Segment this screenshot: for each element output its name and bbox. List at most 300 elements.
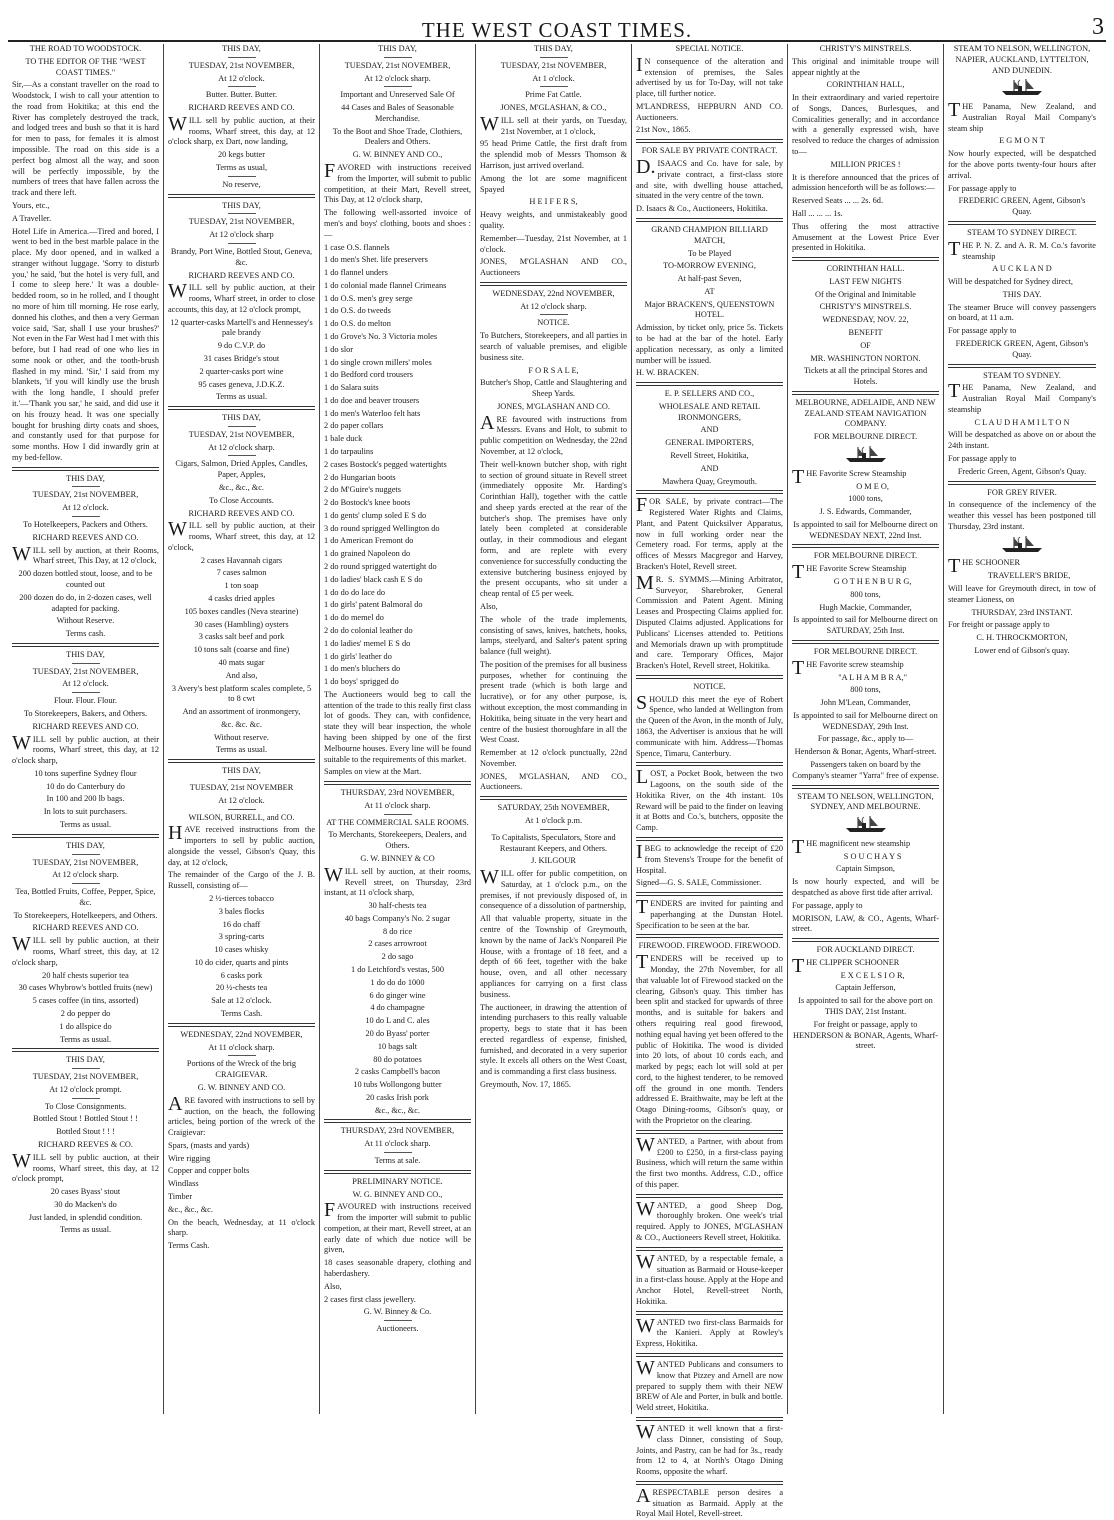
ad-text: WILL sell at their yards, on Tuesday, 21st November, at 1 o'clock, — [480, 112, 627, 136]
ad-text: STEAM TO NELSON, WELLINGTON, SYDNEY, AND MELBOURNE. — [797, 791, 934, 812]
column-1 — [8, 44, 164, 1414]
ad-text: NOTICE. — [537, 318, 570, 328]
ad-text: JONES, M'GLASHAN AND CO., Auctioneers — [480, 257, 627, 278]
ad-text: Also, — [480, 601, 498, 611]
ad-text: THIS DAY, — [222, 44, 261, 53]
ad-text: Terms as usual. — [59, 1225, 112, 1235]
ad-text: To Merchants, Storekeepers, Dealers, and Others. — [328, 830, 467, 851]
ad-text: Henderson & Bonar, Agents, Wharf-street. — [794, 747, 937, 757]
advertisement — [636, 766, 783, 834]
ad-text: Tickets at all the principal Stores and Hotels. — [803, 366, 928, 387]
ad-text: 2 do pepper do — [60, 1008, 111, 1018]
ad-text: Will be despatched as above on or about the 24th instant. — [948, 430, 1096, 451]
advertisement — [12, 933, 159, 968]
ad-text: 30 cases Whybrow's bottled fruits (new) — [18, 983, 153, 993]
advertisement — [168, 518, 315, 553]
ad-text: ARESPECTABLE person desires a situation as Barmaid. Apply at the Royal Mail Hotel, Revell-street. — [636, 1484, 783, 1519]
ad-text: At 1 o'clock. — [532, 73, 575, 83]
ad-text: In lots to suit purchasers. — [43, 807, 128, 817]
short-rule — [384, 86, 412, 87]
advertisement — [12, 1055, 159, 1150]
advertisement — [636, 53, 783, 136]
advertisement — [948, 620, 1096, 631]
ad-text: AND — [700, 425, 719, 435]
column-7 — [944, 44, 1100, 1414]
ad-text: For passage, apply to — [792, 900, 863, 910]
advertisement — [324, 243, 471, 688]
ad-text: Is now hourly expected, and will be despatched as above first tide after arrival. — [792, 877, 939, 897]
ad-text: &c., &c., &c. — [219, 483, 264, 492]
ad-text: THE CLIPPER SCHOONER — [792, 954, 900, 977]
advertisement — [636, 682, 783, 693]
ad-text: Windlass — [168, 1179, 199, 1189]
ad-text: The remainder of the Cargo of the J. B. Russell, consisting of— — [168, 870, 315, 891]
advertisement — [948, 488, 1096, 499]
ad-text: 30 half-chests tea — [368, 901, 427, 911]
advertisement — [12, 44, 159, 78]
ad-text: To Storekeepers, Hotelkeepers, and Others. — [13, 910, 158, 920]
ad-text: THE Favorite Screw Steamship — [792, 561, 907, 584]
ad-text: &c. &c. &c. — [221, 719, 262, 729]
ad-text: 2 cases first class jewellery. — [324, 1294, 416, 1304]
ad-divider — [636, 1417, 783, 1421]
ad-text: The position of the premises for all business purposes, whether for continuing the present trade (which is both large and lucrative), or for any other purpose, is, without exception, the most commanding in Hokitika, being situate in the very heart and centre of the busiest thoroughfare in all the West Coast. — [480, 659, 627, 745]
ad-text: G. W. Binney & Co. — [363, 1307, 432, 1317]
ad-text: 200 dozen bottled stout, loose, and to be counted out — [18, 569, 153, 589]
ad-text: Among the lot are some magnificent Spayed — [480, 173, 627, 194]
advertisement — [168, 556, 315, 757]
ad-text: At 12 o'clock sharp. — [52, 870, 119, 880]
ad-text: S O U C H A Y S — [843, 851, 902, 861]
ad-text: MELBOURNE, ADELAIDE, AND NEW ZEALAND STEAM NAVIGATION COMPANY. — [795, 397, 936, 429]
ad-text: To the Boot and Shoe Trade, Clothiers, Dealers and Others. — [332, 126, 463, 147]
ad-divider — [948, 364, 1096, 368]
ad-text: Heavy weights, and unmistakeably good quality. — [480, 210, 627, 230]
ad-text: FOR SALE BY PRIVATE CONTRACT. — [641, 146, 778, 156]
ad-text: On the beach, Wednesday, at 11 o'clock sharp. — [168, 1217, 315, 1238]
ad-text: FIREWOOD. FIREWOOD. FIREWOOD. — [638, 941, 781, 951]
ad-text: 800 tons, — [850, 589, 881, 599]
advertisement — [636, 156, 783, 215]
ad-text: MR. S. SYMMS.—Mining Arbitrator, Surveyor, Sharebroker, General Commission and Patent Agent. Mining Leases and Prospecting Claims applied for. Disputed Claims adjusted. Applications for Publicans' Licenses attended to. Petitions and Memorials drawn up with promptitude and care. Temporary Offices, Major Bracken's Hotel, Revell street, Hokitika. — [636, 571, 783, 671]
ad-text: FOR MELBOURNE DIRECT. — [813, 551, 918, 561]
ad-text: THIS DAY, — [222, 766, 261, 776]
ad-text: TUESDAY, 21st NOVEMBER, — [32, 1072, 139, 1082]
advertisement — [792, 852, 939, 876]
ad-text: C L A U D H A M I L T O N — [974, 417, 1070, 427]
advertisement — [636, 841, 783, 889]
ad-text: For freight or passage apply to — [948, 620, 1050, 630]
ad-text: CORINTHIAN HALL. — [826, 264, 905, 274]
ad-text: WEDNESDAY, NOV. 22, — [822, 315, 909, 325]
ad-text: 3 bales flocks — [218, 906, 265, 916]
ad-text: 2 do M'Guire's nuggets — [324, 485, 401, 495]
ad-text: 30 cases (Hambling) oysters — [194, 619, 289, 629]
short-rule — [384, 57, 412, 58]
advertisement — [480, 210, 627, 279]
advertisement — [948, 264, 1096, 275]
ad-text: 1 do girls' leather do — [324, 651, 392, 661]
ad-text: FOR MELBOURNE DIRECT. — [813, 432, 918, 442]
ad-text: Without reserve. — [214, 732, 269, 742]
ad-text: Captain Jefferson, — [835, 983, 896, 993]
short-rule — [72, 854, 100, 855]
ad-text: 3 do round sprigged Wellington do — [324, 523, 440, 533]
ad-text: 1 do do memel do — [324, 613, 384, 623]
ad-text: 1 do Grove's No. 3 Victoria moles — [324, 331, 438, 341]
ad-text: Remember—Tuesday, 21st November, at 1 o'clock. — [480, 233, 627, 254]
ad-text: Sir,—As a constant traveller on the road to Woodstock, I wish to call your attention to the road from Hokitika; at this end the River has completely destroyed the track, and lodged trees and bush so that it is hard for men to pass, for females it is almost impossible. The road on this side is a perfect bog almost all the way, and soon will be perfectly impossible, by the numbers of trees that have fallen across the track and there left. — [12, 80, 159, 198]
ad-text: Portions of the Wreck of the brig CRAIGIEVAR. — [186, 1059, 297, 1080]
advertisement — [480, 866, 627, 1091]
ad-text: 2 do do colonial leather do — [324, 625, 413, 635]
ad-text: WANTED, a good Sheep Dog, thoroughly broken. One week's trial required. Apply to JONES, M'GLASHAN & CO., Auctioneers Revell street, Hokitika. — [636, 1197, 783, 1242]
advertisement — [792, 577, 939, 637]
advertisement — [168, 44, 315, 114]
ad-text: C. H. THROCKMORTON, — [976, 633, 1068, 643]
ad-text: 10 do cider, quarts and pints — [194, 957, 289, 967]
ad-text: At 11 o'clock sharp. — [364, 800, 431, 810]
ad-text: Revell Street, Hokitika, — [670, 451, 749, 460]
ad-text: LOST, a Pocket Book, between the two Lagoons, on the south side of the Hokitika River, on the 4th instant. 10s Reward will be paid to the finder on leaving it at Botts and Co.'s, butchers, opposite the Camp. — [636, 766, 783, 833]
ad-text: Terms as usual. — [215, 745, 268, 755]
ad-text: WEDNESDAY, 22nd NOVEMBER, — [492, 288, 615, 298]
ad-text: TUESDAY, 21st NOVEMBER, — [344, 60, 451, 70]
ad-text: 8 do rice — [382, 926, 413, 936]
ad-text: 30 do Macken's do — [54, 1199, 117, 1209]
ad-divider — [948, 481, 1096, 485]
ad-text: Terms as usual, — [215, 163, 268, 173]
ad-text: 2 cases Havannah cigars — [200, 555, 283, 565]
ad-divider — [12, 643, 159, 647]
ad-divider — [792, 544, 939, 548]
ad-text: 2 quarter-casks port wine — [199, 366, 284, 376]
ad-text: It is therefore announced that the prices of admission henceforth will be as follows:— — [792, 172, 939, 193]
ad-text: No reserve, — [222, 179, 261, 189]
ad-text: "A L H A M B R A," — [838, 672, 907, 682]
ad-text: Just landed, in splendid condition. — [28, 1212, 143, 1222]
ad-text: The steamer Bruce will convey passengers on board, at 11 a.m. — [948, 302, 1096, 323]
ad-text: 1 do O.S. do melton — [324, 319, 391, 329]
ad-text: John M'Lean, Commander, — [820, 698, 911, 708]
short-rule — [228, 86, 256, 87]
ad-text: Thus offering the most attractive Amusement at the Lowest Price Ever presented in Hokitika. — [792, 221, 939, 253]
advertisement — [948, 99, 1096, 134]
ad-text: At 12 o'clock sharp. — [520, 301, 587, 311]
advertisement — [636, 225, 783, 321]
advertisement — [792, 264, 939, 388]
ad-text: 10 do L and C. ales — [365, 1016, 430, 1026]
ad-text: THE Panama, New Zealand, and Australian Royal Mail Company's steam ship — [948, 99, 1096, 133]
ad-text: 10 bags salt — [377, 1041, 418, 1051]
ad-divider — [636, 837, 783, 841]
page-number: 3 — [1092, 14, 1104, 40]
advertisement — [480, 411, 627, 794]
ad-text: TUESDAY, 21st NOVEMBER, — [188, 429, 295, 439]
ad-text: WILSON, BURRELL, and CO. — [188, 812, 295, 822]
ad-text: E X C E L S I O R, — [840, 970, 905, 980]
ad-text: WILL sell by auction, at their Rooms, Wharf street, This Day, at 12 o'clock, — [12, 542, 159, 566]
ad-text: 1 do do do 1000 — [370, 977, 425, 987]
ad-text: RICHARD REEVES AND CO. — [32, 923, 139, 933]
advertisement — [792, 551, 939, 562]
ad-text: TENDERS are invited for painting and paperhanging at the Dunstan Hotel. Specification to be seen at the bar. — [636, 896, 783, 930]
ad-divider — [480, 796, 627, 800]
short-rule — [228, 213, 256, 214]
ad-divider — [636, 675, 783, 679]
ad-text: TUESDAY, 21st NOVEMBER, — [32, 490, 139, 500]
ad-text: J. S. Edwards, Commander, — [819, 507, 912, 517]
ad-text: Their well-known butcher shop, with right to section of ground situate in Revell street (immediately opposite Mr. Harding's Corinthian Hall), together with the cattle and sheep yards erected at the rear of the butcher's shop. The premises have only lately been completed at considerable outlay, in their commodious and elegant form, and are replete with every convenience for successfully conducting the extensive butchering business enjoyed by the present occupants, who sit under a cheap rental of £5 per week. — [480, 459, 627, 599]
ad-text: 2 do Bostock's knee boots — [324, 498, 411, 508]
advertisement — [792, 673, 939, 782]
ad-text: 1 do Salara suits — [324, 383, 379, 393]
ad-text: WILL sell by public auction, at their rooms, Wharf street, this day, at 12 o'clock sharp, — [12, 933, 159, 967]
ad-text: 1 do Letchford's vestas, 500 — [351, 965, 444, 975]
ad-text: 95 head Prime Cattle, the first draft from the splendid mob of Messrs Thomson & Harrison, just arrived overland. — [480, 139, 627, 171]
advertisement — [324, 1126, 471, 1166]
ad-text: Important and Unreserved Sale Of — [340, 90, 455, 100]
ad-text: 1 do men's Waterloo felt hats — [324, 408, 421, 418]
ad-text: CHRISTY'S MINSTRELS. — [819, 44, 912, 53]
ad-text: At 12 o'clock. — [218, 795, 265, 805]
ad-text: 1 case O.S. flannels — [324, 242, 390, 252]
advertisement — [948, 571, 1096, 582]
ad-text: THURSDAY, 23rd NOVEMBER, — [340, 1126, 455, 1136]
short-rule — [540, 57, 568, 58]
ad-text: Auctioneers. — [376, 1324, 419, 1334]
ad-text: To Storekeepers, Bakers, and Others. — [23, 708, 148, 718]
advertisement — [636, 1197, 783, 1244]
advertisement — [168, 112, 315, 148]
ad-text: NOTICE. — [693, 681, 726, 691]
ad-text: IBEG to acknowledge the receipt of £20 from Stevens's Troupe for the benefit of Hospital. — [636, 841, 783, 875]
ad-text: TUESDAY, 21st NOVEMBER, — [500, 60, 607, 70]
ad-text: 10 tons superfine Sydney flour — [34, 768, 137, 778]
ad-divider — [792, 391, 939, 395]
advertisement — [12, 542, 159, 568]
ad-text: 2 ½-tierces tobacco — [209, 894, 274, 903]
ad-text: &c., &c., &c. — [168, 1204, 213, 1214]
ad-text: Also, — [324, 1281, 342, 1291]
ad-text: THE P. N. Z. and A. R. M. Co.'s favorite steamship — [948, 237, 1096, 261]
advertisement — [12, 650, 159, 733]
ad-text: And an assortment of ironmongery, — [182, 707, 301, 717]
ad-text: At 11 o'clock sharp. — [364, 1139, 431, 1149]
ad-text: Signed—G. S. SALE, Commissioner. — [636, 878, 762, 888]
ad-text: 1 do girls' patent Balmoral do — [324, 600, 423, 610]
advertisement — [792, 398, 939, 467]
ad-text: Will leave for Greymouth direct, in tow of steamer Lioness, on — [948, 584, 1096, 604]
advertisement — [792, 173, 939, 254]
ad-text: Remember at 12 o'clock punctually, 22nd November. — [480, 748, 627, 768]
ad-text: Frederic Green, Agent, Gibson's Quay. — [957, 466, 1087, 476]
ad-text: 20 casks Irish pork — [366, 1092, 429, 1102]
ad-text: WANTED Publicans and consumers to know that Pizzey and Arnell are now prepared to supply them with their NEW BREW of Ale and Porter, in bulk and bottle. Weld street, Hokitika. — [636, 1357, 783, 1413]
ad-text: 2 cases arrowroot — [368, 939, 427, 949]
ad-text: Terms cash. — [65, 629, 106, 639]
ad-divider — [636, 1311, 783, 1315]
ad-text: Admission, by ticket only, price 5s. Tickets to be had at the bar of the hotel. Early application necessary, as only a limited number will be issued. — [636, 323, 783, 365]
advertisement — [792, 792, 939, 837]
ad-text: Will be despatched for Sydney direct, — [948, 277, 1074, 287]
column-2 — [164, 44, 320, 1414]
short-rule — [72, 1068, 100, 1069]
ad-text: Terms at sale. — [374, 1155, 421, 1165]
ad-text: The following well-assorted invoice of men's and boys' clothing, boots and shoes :— — [324, 208, 471, 239]
ad-divider — [636, 1247, 783, 1251]
advertisement — [792, 877, 939, 935]
ad-text: ARE favored with instructions to sell by auction, on the beach, the following articles, being portion of the wreck of the Craigievar: — [168, 1092, 315, 1138]
ad-text: 1000 tons, — [848, 494, 883, 504]
ad-text: At 1 o'clock p.m. — [524, 816, 583, 825]
ad-text: THE Panama, New Zealand, and Australian Royal Mail Company's steamship — [948, 380, 1096, 414]
ad-text: FREDERICK GREEN, Agent, Gibson's Quay. — [955, 338, 1089, 359]
short-rule — [72, 1098, 100, 1099]
ad-text: Tea, Bottled Fruits, Coffee, Pepper, Spice, &c. — [15, 887, 156, 907]
ad-text: Greymouth, Nov. 17, 1865. — [480, 1079, 571, 1089]
ad-text: 4 do champagne — [370, 1003, 425, 1013]
ad-text: FAVORED with instructions received from the Importer, will submit to public competition, at their Mart, Revell street, This Day, at 12 o'clock sharp, — [324, 160, 471, 205]
ad-text: FOR AUCKLAND DIRECT. — [816, 945, 915, 955]
ad-text: HAVE received instructions from the importers to sell by public auction, alongside the vessel, Gibson's Quay, this day, at 12 o'clock, — [168, 822, 315, 867]
ad-text: All that valuable property, situate in the centre of the Township of Greymouth, known by the name of Jack's Nonpareil Pie House, with a frontage of 18 feet, and a depth of 66 feet, together with the bake house, oven, and all other necessary appliances for carrying on a first class business. — [480, 914, 627, 999]
ad-text: 1 do gents' clump soled E S do — [324, 510, 427, 520]
ad-text: 1 do American Fremont do — [324, 536, 414, 546]
advertisement — [636, 146, 783, 157]
ad-text: Terms as usual. — [59, 820, 112, 829]
ad-text: 3 spring-carts — [218, 932, 265, 942]
ad-text: For passage apply to — [948, 326, 1017, 336]
ad-text: The Auctioneers would beg to call the attention of the trade to this really first class lot of goods. They can, with confidence, state they will bear inspection, the whole having been shipped by one of the first Melbourne houses. Every line will be found suitable to the requirements of this market. — [324, 689, 471, 764]
ad-text: 10 tons salt (coarse and fine) — [193, 645, 290, 655]
ad-divider — [12, 834, 159, 838]
ad-text: STEAM TO NELSON, WELLINGTON, NAPIER, AUCKLAND, LYTTELTON, AND DUNEDIN. — [953, 44, 1091, 75]
ad-divider — [636, 490, 783, 494]
short-rule — [540, 829, 568, 830]
advertisement — [168, 1030, 315, 1094]
ad-divider — [324, 781, 471, 785]
advertisement — [636, 691, 784, 760]
ad-text: At 12 o'clock sharp. — [208, 442, 275, 452]
advertisement — [948, 237, 1096, 263]
advertisement — [636, 44, 783, 55]
ad-text: Now hourly expected, will be despatched for the above ports twenty-four hours after arrival. — [948, 149, 1096, 180]
ad-text: In their extraordinary and varied repertoire of Songs, Dances, Burlesques, and Comicalities generally; and in accordance with a generally expressed wish, have resolved to reduce the charges of admission to— — [792, 93, 939, 157]
ad-text: AND — [700, 463, 719, 473]
ad-text: THE ROAD TO WOODSTOCK. — [29, 44, 142, 53]
ad-text: FOR GREY RIVER. — [987, 487, 1057, 497]
ad-text: Hugh Mackie, Commander, — [819, 602, 912, 612]
ad-text: STEAM TO SYDNEY. — [983, 370, 1061, 380]
page-header — [0, 0, 1114, 40]
ad-text: Of the Original and Inimitable — [815, 289, 916, 299]
advertisement — [948, 228, 1096, 239]
ad-text: 1 do Bedford cord trousers — [324, 370, 413, 380]
column-4 — [476, 44, 632, 1414]
columns-container — [8, 44, 1108, 1519]
ad-text: LAST FEW NIGHTS — [829, 276, 902, 286]
advertisement — [792, 80, 939, 91]
ad-text: WANTED, by a respectable female, a situation as Barmaid or House-keeper in a first-class house. Apply at the Hope and Anchor Hotel, Revell-street North, Hokitika. — [636, 1250, 783, 1306]
advertisement — [948, 418, 1096, 429]
short-rule — [228, 426, 256, 427]
ad-divider — [324, 1119, 471, 1123]
ad-text: SHOULD this meet the eye of Robert Spence, who landed at Wellington from the Queen of the Avon, in the month of July, 1863, the Advertiser is anxious that he will communicate with him. Address—Thomas Spence, Timaru, Canterbury. — [636, 691, 784, 758]
ad-text: F O R S A L E, — [528, 365, 579, 375]
ad-text: To Capitalists, Speculators, Store and Restaurant Keepers, and Others. — [491, 832, 616, 853]
advertisement — [324, 160, 471, 240]
ad-divider — [948, 221, 1096, 225]
ad-text: THE magnificent new steamship — [792, 835, 911, 858]
ad-text: 9 do C.V.P. do — [217, 341, 266, 351]
advertisement — [636, 1357, 783, 1414]
ad-text: 1 do allspice do — [59, 1021, 112, 1031]
advertisement — [948, 136, 1096, 147]
ad-text: G. W. BINNEY AND CO. — [197, 1082, 286, 1092]
ad-text: 1 do slor — [324, 344, 354, 354]
ad-text: Samples on view at the Mart. — [324, 767, 422, 777]
advertisement — [948, 303, 1096, 337]
ad-text: 6 do ginger wine — [369, 990, 426, 1000]
ad-divider — [636, 1353, 783, 1357]
short-rule — [72, 486, 100, 487]
advertisement — [948, 44, 1096, 100]
ad-text: G. W. BINNEY AND CO., — [352, 150, 443, 160]
advertisement — [636, 1250, 783, 1308]
ad-divider — [792, 640, 939, 644]
advertisement — [948, 277, 1096, 288]
ad-text: Butcher's Shop, Cattle and Slaughtering and Sheep Yards. — [480, 378, 627, 399]
advertisement — [168, 822, 315, 892]
ad-text: To be Played — [687, 248, 732, 258]
ad-text: 1 do O.S. do tweeds — [324, 306, 391, 316]
ad-text: GRAND CHAMPION BILLIARD MATCH, — [651, 224, 768, 245]
ad-text: THIS DAY, — [378, 44, 417, 53]
ad-text: THIS DAY, — [222, 200, 261, 210]
advertisement — [480, 803, 627, 867]
ad-text: Wire rigging — [168, 1153, 211, 1163]
ad-text: TUESDAY, 21st NOVEMBER, — [188, 217, 295, 227]
ad-text: TO-MORROW EVENING, — [663, 261, 756, 271]
ad-divider — [12, 467, 159, 471]
ad-text: TUESDAY, 21st NOVEMBER, — [32, 666, 139, 676]
ad-text: This original and inimitable troupe will appear nightly at the — [792, 56, 939, 77]
ad-text: Cigars, Salmon, Dried Apples, Candles, Paper, Apples, — [175, 459, 308, 480]
ad-text: Hall ... ... ... 1s. — [792, 208, 843, 218]
ad-text: RICHARD REEVES AND CO. — [188, 508, 295, 518]
ad-text: D. Isaacs & Co., Auctioneers, Hokitika. — [636, 204, 768, 214]
short-rule — [540, 86, 568, 87]
advertisement — [12, 569, 159, 640]
advertisement — [948, 380, 1096, 415]
ad-text: THIS DAY, — [66, 473, 105, 483]
ad-text: J. KILGOUR — [531, 856, 576, 866]
ad-text: Terms as usual. — [215, 392, 268, 402]
ad-text: Prime Fat Cattle. — [525, 90, 582, 100]
ad-text: JONES, M'GLASHAN, & CO., — [500, 103, 607, 113]
ad-text: THIS DAY, — [66, 1055, 105, 1065]
ad-text: TO THE EDITOR OF THE "WEST COAST TIMES." — [25, 56, 146, 77]
short-rule — [72, 692, 100, 693]
ad-text: THURSDAY, 23rd INSTANT. — [971, 607, 1073, 617]
ad-text: 3 Avery's best platform scales complete, 5 to 8 cwt — [171, 683, 312, 704]
advertisement — [12, 769, 159, 831]
ad-text: D.ISAACS and Co. have for sale, by private contract, a first-class store and site, with dwelling house attached, situated in the very centre of the town. — [636, 156, 783, 201]
advertisement — [792, 482, 939, 542]
ad-text: RICHARD REEVES & CO. — [38, 1139, 133, 1149]
advertisement — [12, 1187, 159, 1236]
